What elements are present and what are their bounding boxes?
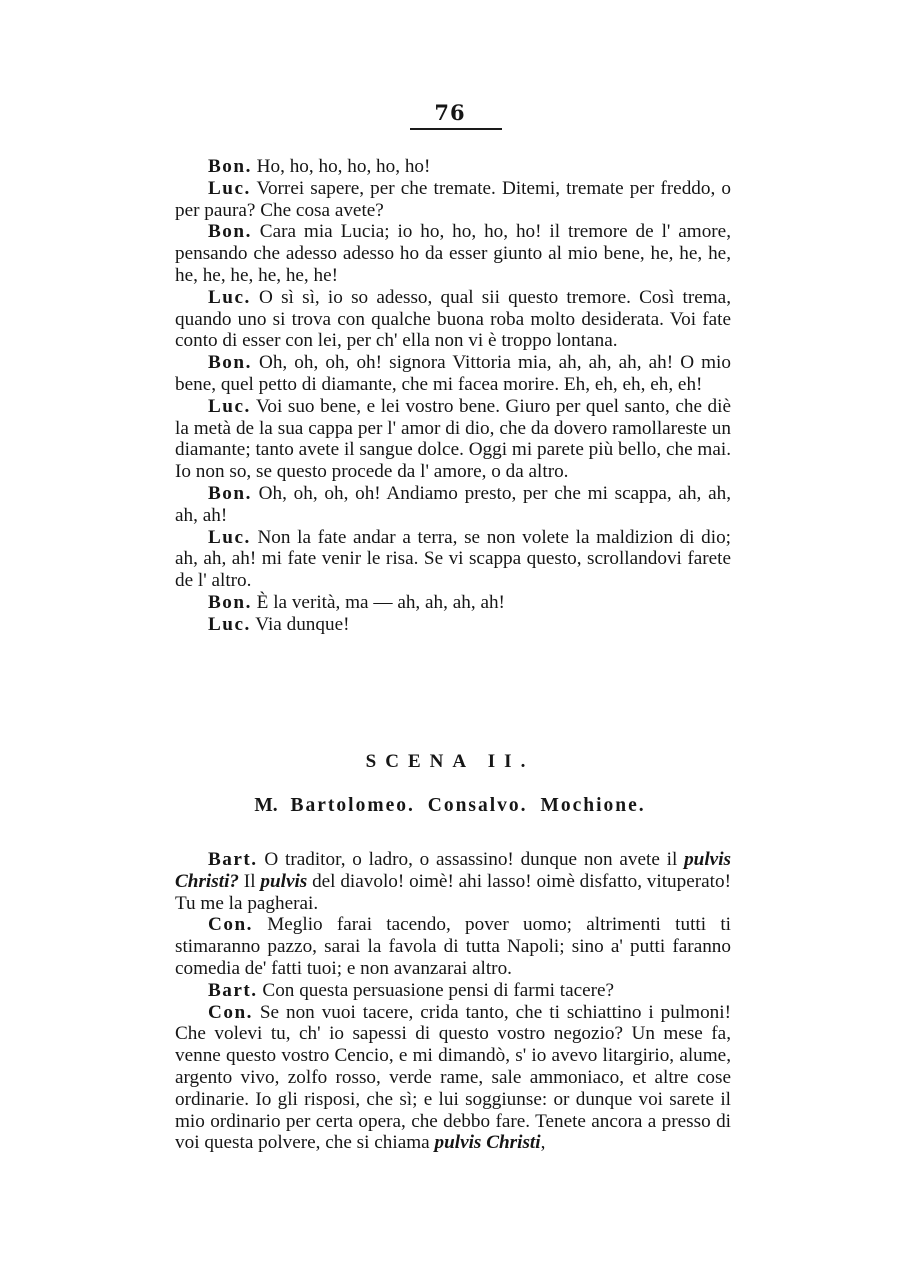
- dialogue-text: Via dunque!: [250, 613, 350, 635]
- dialogue-line: [175, 914, 731, 979]
- dialogue-text: Oh, oh, oh, oh! signora Vittoria mia, ah, ah, ah, ah! O mio bene, quel petto di diamante, che mi facea morire. Eh, eh, eh, eh, eh!: [175, 352, 731, 395]
- latin-phrase: pulvis Christi?: [175, 849, 731, 892]
- page-number: 76: [434, 100, 466, 125]
- character-consalvo: Consalvo.: [427, 795, 528, 816]
- dialogue-line: [175, 221, 731, 286]
- dialogue-line: [175, 980, 731, 1002]
- scene-heading: SCENA II.: [365, 751, 535, 772]
- speaker-label: Bart.: [208, 979, 258, 1001]
- dialogue-line: [175, 483, 731, 527]
- latin-phrase: pulvis: [260, 870, 308, 892]
- speaker-label: Luc.: [208, 395, 251, 417]
- speaker-label: Bon.: [208, 482, 252, 504]
- dialogue-text: O traditor, o ladro, o assassino! dunque non avete il: [257, 849, 685, 870]
- speaker-label: Bart.: [208, 849, 258, 870]
- scene-two-dialogue: [175, 849, 731, 1154]
- dialogue-text: Cara mia Lucia; io ho, ho, ho, ho! il tremore de l' amore, pensando che adesso adesso ho da esser giunto al mio bene, he, he, he, he, he, he, he, he, he!: [175, 221, 731, 286]
- dialogue-line: [175, 592, 731, 614]
- page-number-rule: [410, 128, 502, 130]
- dialogue-line: [175, 527, 731, 592]
- dialogue-line: [175, 614, 731, 636]
- dialogue-line: [175, 1002, 731, 1155]
- dialogue-line: [175, 156, 731, 178]
- dialogue-text: Meglio farai tacendo, pover uomo; altrimenti tutti ti stimaranno pazzo, sarai la favola di tutta Napoli; sino a' putti faranno comedia de' fatti tuoi; e non avanzarai altro.: [175, 914, 731, 979]
- speaker-label: Bon.: [208, 591, 252, 613]
- speaker-label: Luc.: [208, 526, 251, 548]
- dialogue-text: Non la fate andar a terra, se non volete la maldizion di dio; ah, ah, ah! mi fate venir le risa. Se vi scappa questo, scrollandovi farete de l' altro.: [175, 526, 731, 592]
- dialogue-text: È la verità, ma — ah, ah, ah, ah!: [251, 591, 505, 613]
- character-bartolomeo: Bartolomeo.: [290, 795, 415, 816]
- dialogue-line: [175, 178, 731, 222]
- character-prefix: M.: [254, 795, 278, 816]
- dialogue-text: Vorrei sapere, per che tremate. Ditemi, tremate per freddo, o per paura? Che cosa avete?: [175, 177, 731, 221]
- dialogue-line: [175, 352, 731, 396]
- character-mochione: Mochione.: [540, 795, 646, 816]
- dialogue-text: O sì sì, io so adesso, qual sii questo tremore. Così trema, quando uno si trova con qualche buona roba molto desiderata. Voi fate conto di esser con lei, per ch' ella non vi è troppo lontana.: [175, 286, 731, 352]
- dialogue-text: ,: [540, 1132, 546, 1154]
- speaker-label: Bon.: [208, 156, 252, 177]
- speaker-label: Luc.: [208, 613, 251, 635]
- scene-one-dialogue: [175, 156, 731, 636]
- speaker-label: Luc.: [208, 286, 251, 308]
- speaker-label: Bon.: [208, 221, 252, 243]
- speaker-label: Luc.: [208, 177, 251, 199]
- dialogue-line: [175, 396, 731, 483]
- dialogue-text: Ho, ho, ho, ho, ho, ho!: [251, 156, 431, 177]
- dialogue-text: del diavolo! oimè! ahi lasso! oimè disfatto, vituperato! Tu me la pagherai.: [175, 870, 731, 914]
- dialogue-text: Voi suo bene, e lei vostro bene. Giuro per quel santo, che diè la metà de la sua cappa per l' amor di dio, che da dovero ramollareste un diamante; tanto avete il sangue dolce. Oggi mi parete più bello, che mai. Io non so, se questo procede da l' amore, o da altro.: [175, 395, 731, 483]
- dialogue-text: Con questa persuasione pensi di farmi tacere?: [257, 979, 615, 1001]
- dialogue-text: Se non vuoi tacere, crida tanto, che ti schiattino i pulmoni! Che volevi tu, ch' io sapessi di questo vostro negozio? Un mese fa, venne questo vostro Cencio, e mi dimandò, s' io avevo litargirio, alume, argento vivo, zolfo rosso, verde rame, sale ammoniaco, et altre cose ordinarie. Io gli risposi, che sì; e lui soggiunse: or dunque voi sarete il mio ordinario per certa opera, che debbo fare. Tenete ancora a presso di voi questa polvere, che si chiama: [175, 1001, 731, 1154]
- character-list: [0, 795, 900, 817]
- speaker-label: Con.: [208, 1001, 253, 1023]
- latin-phrase: pulvis Christi: [434, 1132, 541, 1154]
- dialogue-text: Il: [239, 870, 261, 892]
- speaker-label: Bon.: [208, 352, 252, 374]
- dialogue-line: [175, 287, 731, 352]
- dialogue-line: [175, 849, 731, 914]
- dialogue-text: Oh, oh, oh, oh! Andiamo presto, per che mi scappa, ah, ah, ah, ah!: [175, 482, 731, 526]
- speaker-label: Con.: [208, 914, 253, 936]
